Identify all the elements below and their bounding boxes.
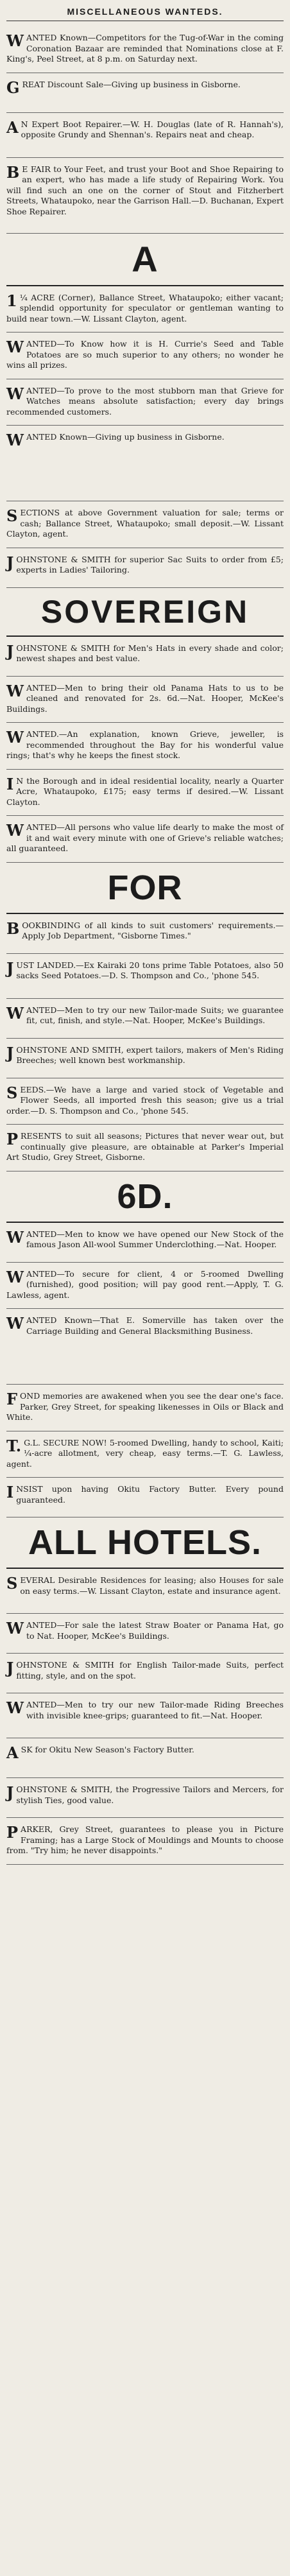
ad-sections: SECTIONS at above Government valuation for sale; terms or cash; Ballance Street, Whataupoko; small deposit.—W. Lissant Clayton, agent. [6,501,284,548]
banner-all-hotels: ALL HOTELS. [6,1517,284,1569]
banner-a: A [6,234,284,286]
ad-english-suits: JOHNSTONE & SMITH for English Tailor-made Suits, perfect fitting, style, and on the spot. [6,1654,284,1693]
ad-group-6 [6,1569,284,1865]
ad-knee-grips: WANTED—Men to try our new Tailor-made Riding Breeches with invisible knee-grips; guaranteed to fit.—Nat. Hooper. [6,1693,284,1738]
ad-seeds: SEEDS.—We have a large and varied stock of Vegetable and Flower Seeds, all imported fresh this season; give us a trial order.—D. S. Thompson and Co., 'phone 545. [6,1078,284,1125]
ad-seed-potatoes: WANTED—To Know how it is H. Currie's Seed and Table Potatoes are so much superior to any others; no wonder he wins all prizes. [6,333,284,379]
ad-giving-up-business: WANTED Known—Giving up business in Gisborne. [6,426,284,501]
ad-presents: PRESENTS to suit all seasons; Pictures that never wear out, but continually give pleasure, are obtainable at Parker's Imperial Art Studio, Grey Street, Gisborne. [6,1125,284,1171]
ad-picture-framing: PARKER, Grey Street, guarantees to please you in Picture Framing; has a Large Stock of Mouldings and Mounts to choose from. "Try him; he never disappoints." [6,1818,284,1865]
ad-blacksmithing: WANTED Known—That E. Somerville has taken over the Carriage Building and General Blacksmithing Business. [6,1309,284,1385]
ad-reliable-watches: WANTED—All persons who value life dearly to make the most of it and wait every minute with one of Grieve's reliable watches; all guaranteed. [6,816,284,863]
banner-sovereign: SOVEREIGN [6,588,284,637]
ad-panama-hats: WANTED—Men to bring their old Panama Hats to us to be cleaned and renovated for 2s. 6d.—Nat. Hooper, McKee's Buildings. [6,677,284,723]
ad-just-landed: JUST LANDED.—Ex Kairaki 20 tons prime Table Potatoes, also 50 sacks Seed Potatoes.—D. S. Thompson and Co., 'phone 545. [6,954,284,999]
ad-sac-suits: JOHNSTONE & SMITH for superior Sac Suits to order from £5; experts in Ladies' Tailoring. [6,548,284,588]
ad-mens-hats: JOHNSTONE & SMITH for Men's Hats in every shade and color; newest shapes and best value. [6,637,284,677]
ad-dwelling-wanted: WANTED—To secure for client, 4 or 5-roomed Dwelling (furnished), good position; will pay good rent.—Apply, T. G. Lawless, agent. [6,1263,284,1310]
ad-bookbinding: BOOKBINDING of all kinds to suit customers' requirements.—Apply Job Department, "Gisborne Times." [6,914,284,954]
ad-desirable-residences: SEVERAL Desirable Residences for leasing; also Houses for sale on easy terms.—W. Lissant Clayton, estate and insurance agent. [6,1569,284,1614]
ad-fond-memories: FOND memories are awakened when you see the dear one's face. Parker, Grey Street, for speaking likenesses in Oils or Black and White. [6,1385,284,1431]
banner-for: FOR [6,863,284,914]
banner-6d: 6D. [6,1171,284,1223]
ad-shoe-repairing: BE FAIR to Your Feet, and trust your Boot and Shoe Repairing to an expert, who has made a life study of Repairing Work. You will find such an one on the corner of Stout and Fitzherbert Streets, Whataupoko, near the Garrison Hall.—D. Buchanan, Expert Shoe Repairer. [6,158,284,234]
ad-corner-acre: 1¼ ACRE (Corner), Ballance Street, Whataupoko; either vacant; splendid opportunity for speculator or gentleman wanting to build near town.—W. Lissant Clayton, agent. [6,286,284,333]
ad-group-1 [6,26,284,234]
ad-okitu-butter: INSIST upon having Okitu Factory Butter. Every pound guaranteed. [6,1478,284,1517]
ad-underclothing: WANTED—Men to know we have opened our New Stock of the famous Jason All-wool Summer Underclothing.—Nat. Hooper. [6,1223,284,1263]
ad-riding-breeches: JOHNSTONE AND SMITH, expert tailors, makers of Men's Riding Breeches; well known best workmanship. [6,1039,284,1078]
ad-tgl-secure: T.G.L. SECURE NOW! 5-roomed Dwelling, handy to school, Kaiti; ¼-acre allotment, very cheap, easy terms.—T. G. Lawless, agent. [6,1431,284,1478]
ad-straw-boater: WANTED—For sale the latest Straw Boater or Panama Hat, go to Nat. Hooper, McKee's Buildings. [6,1614,284,1654]
ad-group-4 [6,914,284,1171]
ad-discount-sale: GREAT Discount Sale—Giving up business in Gisborne. [6,73,284,113]
ad-group-2 [6,286,284,588]
ad-quarter-acre: IN the Borough and in ideal residential locality, nearly a Quarter Acre, Whataupoko, £175; easy terms if desired.—W. Lissant Clayton. [6,770,284,817]
section-title: MISCELLANEOUS WANTEDS. [6,4,284,21]
ad-group-3 [6,637,284,863]
ad-progressive-tailors: JOHNSTONE & SMITH, the Progressive Tailors and Mercers, for stylish Ties, good value. [6,1778,284,1818]
ad-watches: WANTED—To prove to the most stubborn man that Grieve for Watches means absolute satisfaction; every day brings recommended customers. [6,379,284,426]
ad-tug-of-war: WANTED Known—Competitors for the Tug-of-War in the coming Coronation Bazaar are reminded that Nominations close at F. King's, Peel Street, at 8 p.m. on Saturday next. [6,26,284,73]
ad-okitu-new-season: ASK for Okitu New Season's Factory Butter. [6,1738,284,1778]
ad-tailor-suits: WANTED—Men to try our new Tailor-made Suits; we guarantee fit, cut, finish, and style.—Nat. Hooper, McKee's Buildings. [6,999,284,1039]
ad-grieve-rings: WANTED.—An explanation, known Grieve, jeweller, is recommended throughout the Bay for his wonderful value rings; that's why he keeps the finest stock. [6,723,284,770]
ad-group-5 [6,1223,284,1518]
ad-boot-repairer: AN Expert Boot Repairer.—W. H. Douglas (late of R. Hannah's), opposite Grundy and Shennan's. Repairs neat and cheap. [6,113,284,158]
